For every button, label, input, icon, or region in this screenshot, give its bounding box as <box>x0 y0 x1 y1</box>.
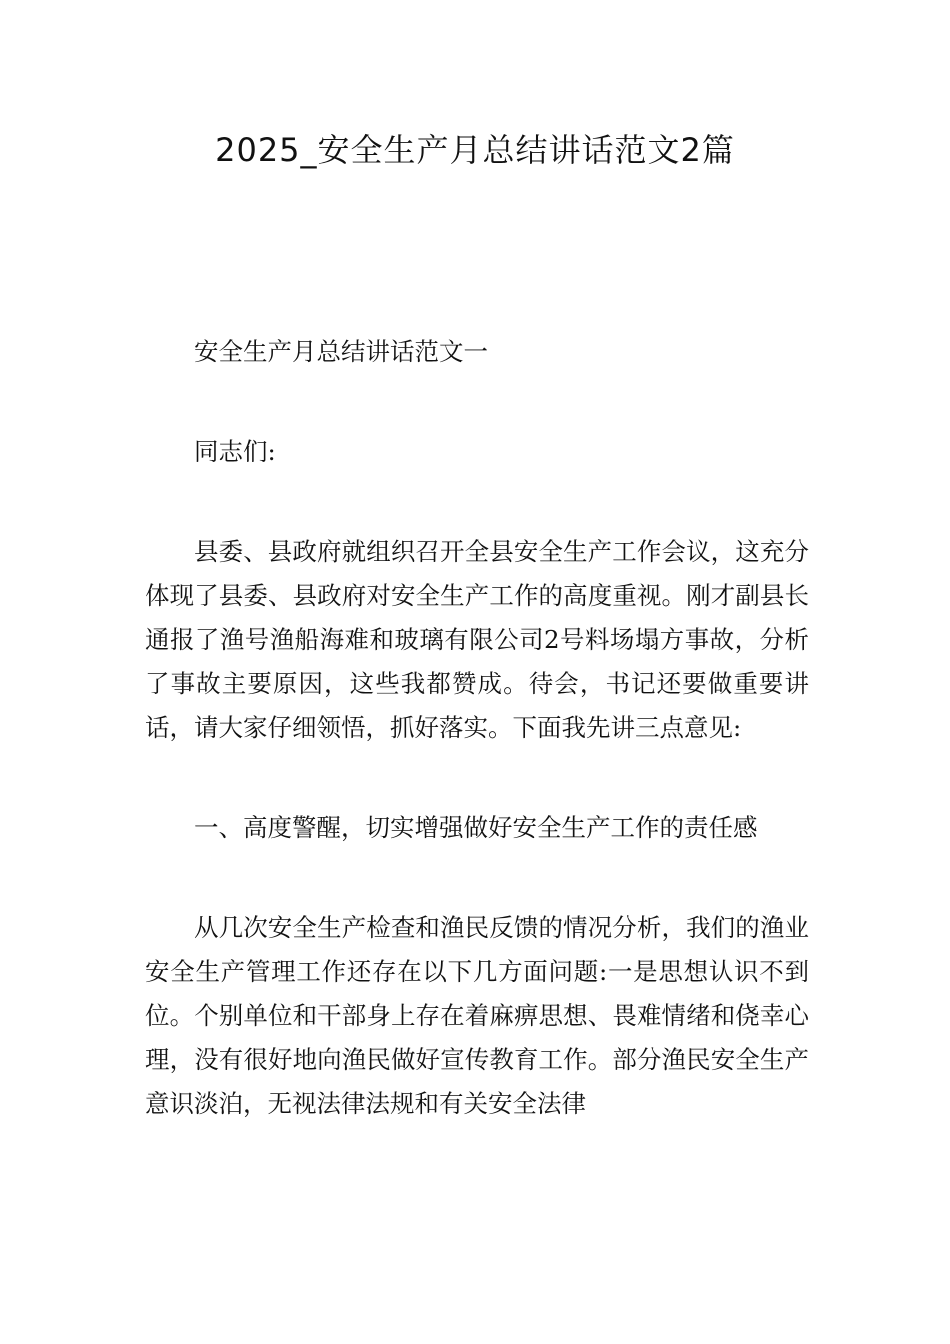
section-heading: 安全生产月总结讲话范文一 <box>194 337 488 366</box>
document-body <box>145 330 809 1182</box>
body-paragraph: 县委、县政府就组织召开全县安全生产工作会议，这充分体现了县委、县政府对安全生产工作的高度重视。刚才副县长通报了渔号渔船海难和玻璃有限公司2号料场塌方事故，分析了事故主要原因，这些我都赞成。待会，书记还要做重要讲话，请大家仔细领悟，抓好落实。下面我先讲三点意见: <box>145 537 809 742</box>
salutation: 同志们: <box>194 437 276 466</box>
document-title: 2025_安全生产月总结讲话范文2篇 <box>215 131 735 169</box>
point-heading: 一、高度警醒，切实增强做好安全生产工作的责任感 <box>194 813 758 842</box>
body-paragraph: 从几次安全生产检查和渔民反馈的情况分析，我们的渔业安全生产管理工作还存在以下几方面问题:一是思想认识不到位。个别单位和干部身上存在着麻痹思想、畏难情绪和侥幸心理，没有很好地向渔民做好宣传教育工作。部分渔民安全生产意识淡泊，无视法律法规和有关安全法律 <box>145 913 809 1118</box>
